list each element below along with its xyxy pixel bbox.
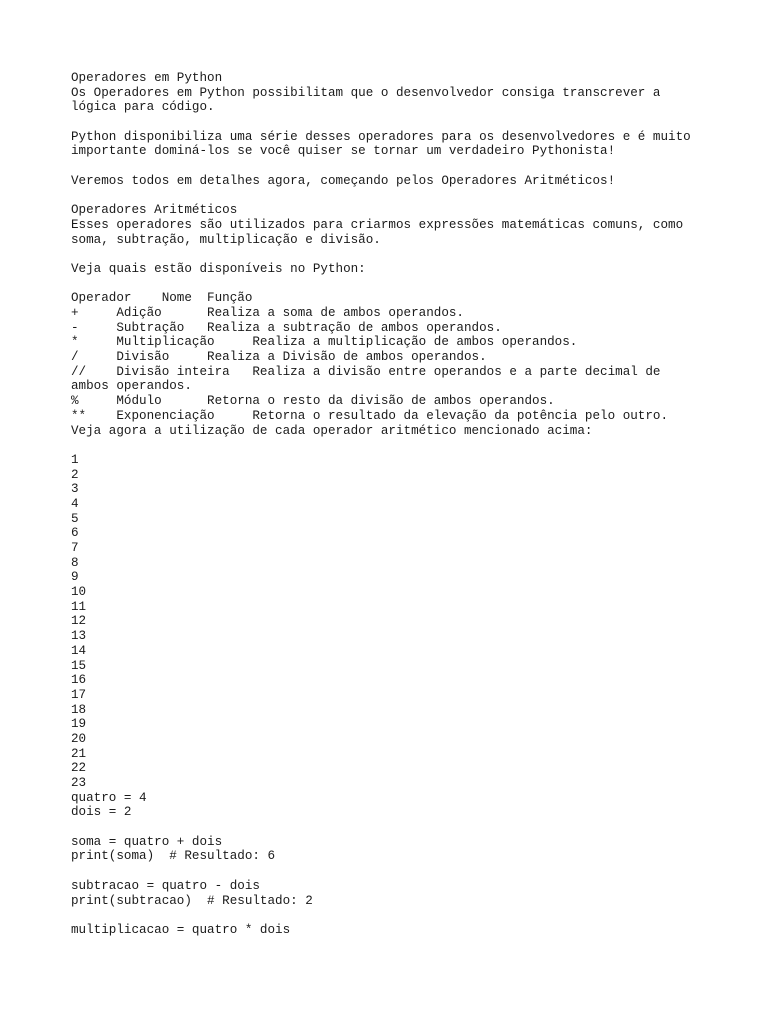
text-line: multiplicacao = quatro * dois (71, 922, 291, 937)
blank-line (71, 247, 751, 262)
text-line: 7 (71, 541, 79, 555)
blank-line (71, 438, 751, 453)
blank-line (71, 820, 751, 835)
text-line: quatro = 4 (71, 790, 147, 805)
text-line: 4 (71, 496, 79, 511)
text-line: 20 (71, 731, 87, 746)
text-line: % Módulo Retorna o resto da divisão de ambos operandos. (71, 394, 555, 409)
text-line: 5 (71, 511, 79, 526)
text-line: 10 (71, 585, 87, 600)
text-line: ambos operandos. (71, 379, 192, 394)
blank-line (71, 159, 751, 174)
text-line: subtracao = quatro - dois (71, 878, 260, 893)
text-line: 23 (71, 776, 87, 790)
text-line: Os Operadores em Python possibilitam que o desenvolvedor consiga transcrever a (71, 85, 661, 100)
text-line: * Multiplicação Realiza a multiplicação de ambos operandos. (71, 335, 578, 350)
text-line: lógica para código. (71, 100, 215, 115)
text-line: Veja agora a utilização de cada operador aritmético mencionado acima: (71, 423, 593, 438)
text-line: print(subtracao) # Resultado: 2 (71, 893, 313, 908)
text-line: 11 (71, 599, 87, 614)
text-line: importante dominá-los se você quiser se tornar um verdadeiro Pythonista! (71, 144, 616, 159)
blank-line (71, 908, 751, 923)
text-line: 8 (71, 555, 79, 570)
blank-line (71, 277, 751, 292)
text-line: print(soma) # Resultado: 6 (71, 849, 276, 864)
text-line: 9 (71, 570, 79, 585)
blank-line (71, 115, 751, 130)
text-line: 14 (71, 643, 87, 658)
blank-line (71, 189, 751, 204)
text-line: / Divisão Realiza a Divisão de ambos operandos. (71, 350, 487, 365)
text-line: + Adição Realiza a soma de ambos operandos. (71, 306, 464, 320)
text-line: soma, subtração, multiplicação e divisão. (71, 232, 381, 247)
text-line: 1 (71, 452, 79, 467)
text-line: 6 (71, 526, 79, 541)
text-line: 12 (71, 614, 87, 629)
text-line: 18 (71, 702, 87, 717)
text-line: 3 (71, 482, 79, 497)
text-line: 22 (71, 761, 87, 776)
text-line: 16 (71, 673, 87, 688)
text-line: Veja quais estão disponíveis no Python: (71, 261, 366, 276)
text-line: Python disponibiliza uma série desses operadores para os desenvolvedores e é muito (71, 129, 691, 144)
text-line: 21 (71, 746, 87, 761)
text-line: 2 (71, 467, 79, 482)
document-page (71, 71, 751, 938)
text-line: // Divisão inteira Realiza a divisão entre operandos e a parte decimal de (71, 364, 661, 379)
text-line: ** Exponenciação Retorna o resultado da elevação da potência pelo outro. (71, 408, 669, 423)
text-line: dois = 2 (71, 805, 132, 820)
text-line: 19 (71, 717, 87, 732)
text-line: - Subtração Realiza a subtração de ambos operandos. (71, 320, 502, 335)
text-line: Operador Nome Função (71, 291, 253, 306)
text-line: soma = quatro + dois (71, 834, 223, 849)
text-line: Operadores em Python (71, 71, 223, 85)
text-line: Operadores Aritméticos (71, 203, 238, 218)
text-line: Veremos todos em detalhes agora, começando pelos Operadores Aritméticos! (71, 173, 616, 188)
text-line: 15 (71, 658, 87, 673)
blank-line (71, 864, 751, 879)
text-line: 17 (71, 687, 87, 702)
text-line: Esses operadores são utilizados para criarmos expressões matemáticas comuns, como (71, 217, 684, 232)
text-line: 13 (71, 629, 87, 644)
